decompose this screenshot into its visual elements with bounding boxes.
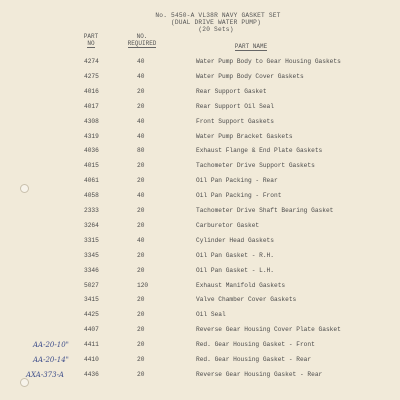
part-number: 4319 bbox=[84, 132, 99, 140]
part-name: Tachometer Drive Support Gaskets bbox=[196, 162, 315, 170]
part-number: 4058 bbox=[84, 192, 99, 200]
handwritten-note: AA-20-14" bbox=[33, 356, 69, 364]
header-required: NO. REQUIRED bbox=[127, 33, 157, 47]
table-row bbox=[0, 73, 400, 83]
part-number: 3264 bbox=[84, 221, 99, 229]
part-number: 2333 bbox=[84, 207, 99, 214]
part-name: Rear Support Oil Seal bbox=[196, 102, 274, 110]
table-row bbox=[0, 207, 400, 217]
part-name: Exhaust Flange & End Plate Gaskets bbox=[196, 147, 323, 155]
part-name: Red. Gear Housing Gasket - Rear bbox=[196, 356, 312, 363]
header-part-name: PART NAME bbox=[234, 43, 268, 50]
quantity-required: 20 bbox=[137, 162, 145, 170]
part-number: 4017 bbox=[84, 102, 99, 110]
part-name: Reverse Gear Housing Gasket - Rear bbox=[196, 370, 323, 378]
part-name: Rear Support Gasket bbox=[196, 87, 267, 95]
part-name: Cylinder Head Gaskets bbox=[196, 236, 274, 244]
table-row bbox=[0, 282, 400, 292]
table-row bbox=[0, 267, 400, 277]
table-row bbox=[0, 133, 400, 143]
part-number: 4015 bbox=[84, 162, 99, 170]
binder-hole-icon bbox=[20, 184, 29, 193]
table-row bbox=[0, 118, 400, 128]
part-name: Oil Pan Gasket - R.H. bbox=[196, 251, 274, 259]
part-number: 4436 bbox=[84, 370, 99, 378]
quantity-required: 120 bbox=[137, 281, 149, 289]
part-name: Water Pump Bracket Gaskets bbox=[196, 132, 293, 140]
table-row bbox=[0, 296, 400, 306]
table-row bbox=[0, 237, 400, 247]
quantity-required: 20 bbox=[137, 177, 145, 185]
part-number: 4308 bbox=[84, 117, 99, 125]
quantity-required: 40 bbox=[137, 58, 145, 65]
table-row bbox=[0, 252, 400, 262]
part-name: Water Pump Body to Gear Housing Gaskets bbox=[196, 58, 341, 65]
part-number: 4016 bbox=[84, 87, 99, 95]
document-subtitle: (DUAL DRIVE WATER PUMP) bbox=[170, 19, 261, 26]
part-name: Oil Pan Packing - Rear bbox=[196, 177, 278, 185]
document-title: No. 5450-A VL38R NAVY GASKET SET bbox=[155, 12, 281, 19]
quantity-required: 20 bbox=[137, 370, 145, 378]
table-row bbox=[0, 222, 400, 232]
part-number: 3346 bbox=[84, 266, 99, 274]
part-name: Carburetor Gasket bbox=[196, 221, 260, 229]
quantity-required: 40 bbox=[137, 72, 145, 80]
quantity-required: 20 bbox=[137, 326, 145, 334]
quantity-required: 20 bbox=[137, 87, 145, 95]
part-name: Oil Pan Gasket - L.H. bbox=[196, 266, 274, 274]
part-number: 4425 bbox=[84, 311, 99, 319]
quantity-required: 40 bbox=[137, 236, 145, 244]
quantity-required: 40 bbox=[137, 192, 145, 200]
quantity-required: 20 bbox=[137, 221, 145, 229]
part-number: 3345 bbox=[84, 251, 99, 259]
quantity-required: 20 bbox=[137, 356, 145, 363]
part-number: 4275 bbox=[84, 72, 99, 80]
quantity-required: 20 bbox=[137, 102, 145, 110]
part-number: 4411 bbox=[84, 341, 99, 349]
quantity-required: 20 bbox=[137, 296, 145, 304]
quantity-required: 40 bbox=[137, 117, 145, 125]
part-number: 4061 bbox=[84, 177, 99, 185]
part-name: Oil Seal bbox=[196, 311, 226, 319]
table-row bbox=[0, 192, 400, 202]
binder-hole-icon bbox=[20, 378, 29, 387]
quantity-required: 20 bbox=[137, 251, 145, 259]
quantity-required: 20 bbox=[137, 341, 145, 349]
table-row bbox=[0, 147, 400, 157]
part-number: 4274 bbox=[84, 58, 99, 65]
table-row bbox=[0, 311, 400, 321]
part-name: Tachometer Drive Shaft Bearing Gasket bbox=[196, 207, 334, 214]
part-number: 3415 bbox=[84, 296, 99, 304]
quantity-required: 20 bbox=[137, 311, 145, 319]
handwritten-note: AA-20-10" bbox=[33, 341, 69, 349]
part-name: Reverse Gear Housing Cover Plate Gasket bbox=[196, 326, 341, 334]
handwritten-note: AXA-373-A bbox=[26, 371, 64, 379]
quantity-required: 20 bbox=[137, 207, 145, 214]
table-row bbox=[0, 103, 400, 113]
part-name: Water Pump Body Cover Gaskets bbox=[196, 72, 304, 80]
set-count: (20 Sets) bbox=[198, 26, 234, 33]
part-name: Exhaust Manifold Gaskets bbox=[196, 281, 286, 289]
table-row bbox=[0, 326, 400, 336]
table-row bbox=[0, 162, 400, 172]
part-name: Oil Pan Packing - Front bbox=[196, 192, 282, 200]
part-name: Red. Gear Housing Gasket - Front bbox=[196, 341, 315, 349]
table-row bbox=[0, 58, 400, 68]
part-number: 5027 bbox=[84, 281, 99, 289]
part-name: Front Support Gaskets bbox=[196, 117, 274, 125]
part-name: Valve Chamber Cover Gaskets bbox=[196, 296, 297, 304]
quantity-required: 20 bbox=[137, 266, 145, 274]
header-part-no: PART NO bbox=[83, 33, 99, 47]
part-number: 4036 bbox=[84, 147, 99, 155]
quantity-required: 40 bbox=[137, 132, 145, 140]
table-row bbox=[0, 177, 400, 187]
part-number: 4407 bbox=[84, 326, 99, 334]
part-number: 4410 bbox=[84, 356, 99, 363]
part-number: 3315 bbox=[84, 236, 99, 244]
quantity-required: 80 bbox=[137, 147, 145, 155]
table-row bbox=[0, 88, 400, 98]
